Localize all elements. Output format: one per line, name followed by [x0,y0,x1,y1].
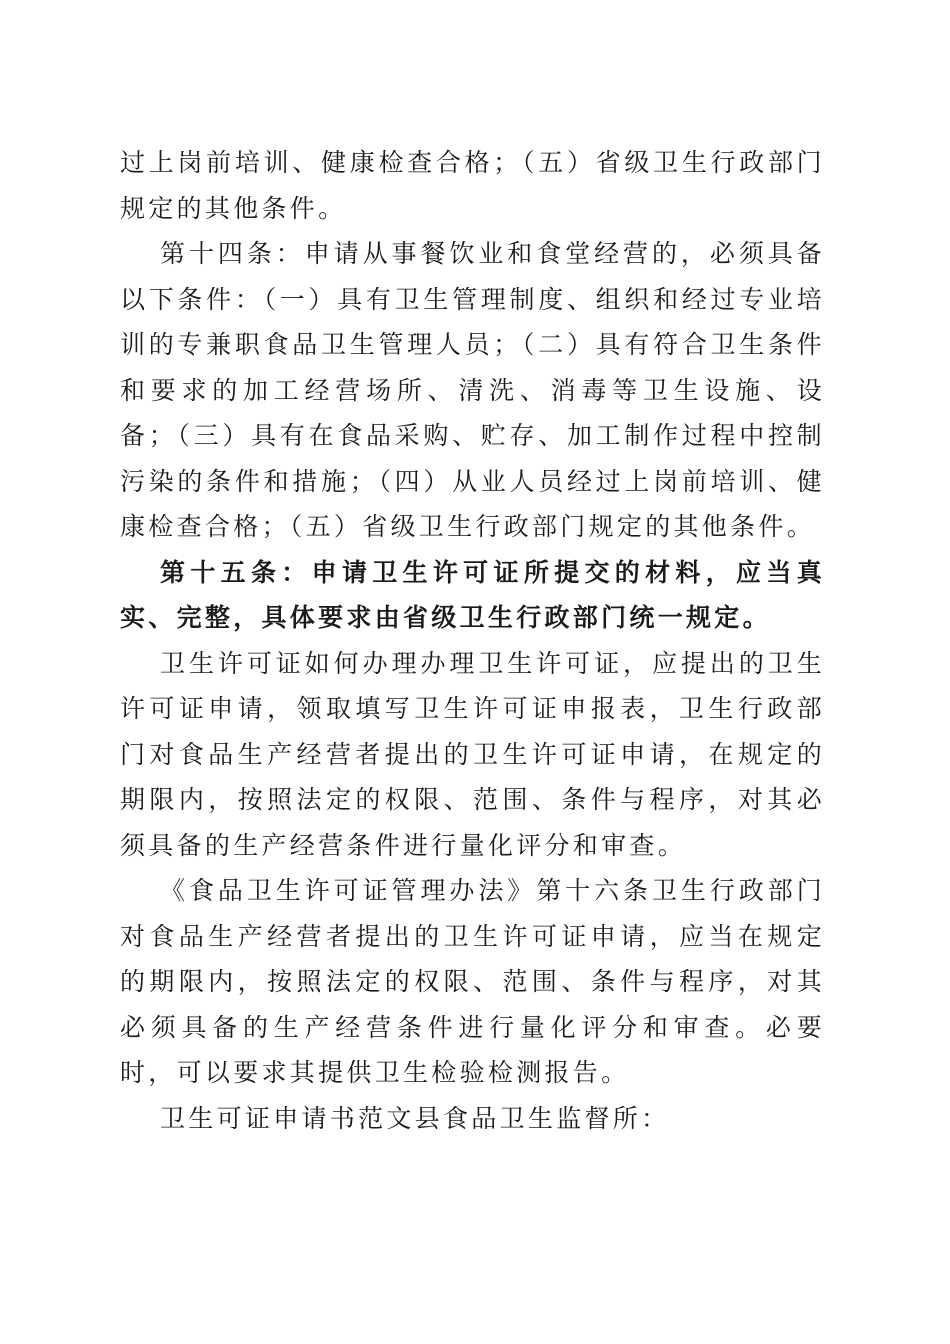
paragraph-article-14: 第十四条：申请从事餐饮业和食堂经营的，必须具备以下条件：（一）具有卫生管理制度、组织和经过专业培训的专兼职食品卫生管理人员；（二）具有符合卫生条件和要求的加工经营场所、清洗、消毒等卫生设施、设备；（三）具有在食品采购、贮存、加工制作过程中控制污染的条件和措施；（四）从业人员经过上岗前培训、健康检查合格；（五）省级卫生行政部门规定的其他条件。 [120,239,825,541]
paragraph-license-procedure: 卫生许可证如何办理办理卫生许可证，应提出的卫生许可证申请，领取填写卫生许可证申报表，卫生行政部门对食品生产经营者提出的卫生许可证申请，在规定的期限内，按照法定的权限、范围、条件与程序，对其必须具备的生产经营条件进行量化评分和审查。 [120,648,825,860]
paragraph-article-16: 《食品卫生许可证管理办法》第十六条卫生行政部门对食品生产经营者提出的卫生许可证申请，应当在规定的期限内，按照法定的权限、范围、条件与程序，对其必须具备的生产经营条件进行量化评分和审查。必要时，可以要求其提供卫生检验检测报告。 [120,876,825,1087]
paragraph-article-15: 第十五条：申请卫生许可证所提交的材料，应当真实、完整，具体要求由省级卫生行政部门统一规定。 [120,557,825,632]
paragraph-continuation: 过上岗前培训、健康检查合格；（五）省级卫生行政部门规定的其他条件。 [120,148,825,223]
paragraph-application-heading: 卫生可证申请书范文县食品卫生监督所： [160,1103,670,1133]
document-body [120,140,825,1141]
